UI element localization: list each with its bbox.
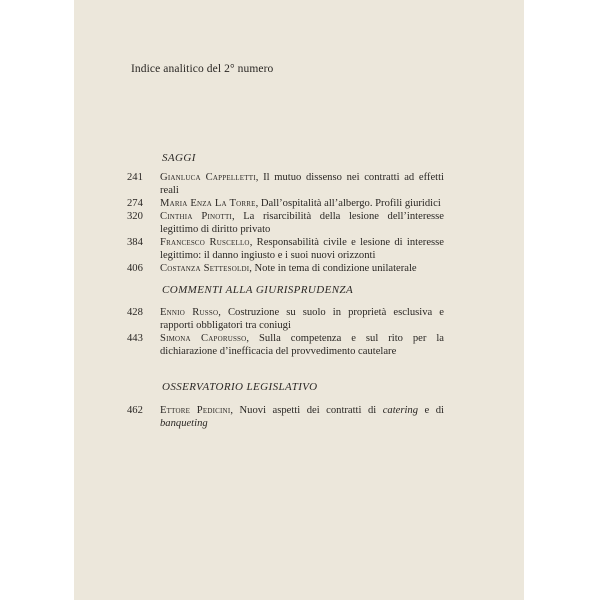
list-item: 241 Gianluca Cappelletti, Il mutuo dissenso nei contratti ad effetti reali	[127, 172, 444, 196]
page-number: 443	[127, 333, 143, 344]
entry-title: Sulla competenza e sul rito per la dichiarazione d’inefficacia del provvedimento cautelare	[160, 333, 445, 357]
page-number: 462	[127, 405, 143, 416]
page-number: 406	[127, 263, 143, 274]
list-item: 462 Ettore Pedicini, Nuovi aspetti dei contratti di catering e di banqueting	[127, 405, 444, 429]
author-name: Gianluca Cappelletti	[160, 172, 256, 183]
entry-title-italic: catering	[382, 405, 419, 416]
page-number: 274	[127, 198, 143, 209]
author-name: Simona Caporusso	[160, 333, 247, 344]
entry-title-italic: banqueting	[160, 418, 208, 429]
list-item: 320 Cinthia Pinotti, La risarcibilità della lesione dell’interesse legittimo di diritto privato	[127, 211, 444, 235]
list-item: 443 Simona Caporusso, Sulla competenza e sul rito per la dichiarazione d’inefficacia del provvedimento cautelare	[127, 333, 445, 357]
author-name: Cinthia Pinotti	[160, 211, 232, 222]
list-item: 274 Maria Enza La Torre, Dall’ospitalità all’albergo. Profili giuridici	[127, 198, 441, 209]
entry-title: Il mutuo dissenso nei contratti ad effetti reali	[160, 172, 444, 196]
list-item: 384 Francesco Ruscello, Responsabilità civile e lesione di interesse legittimo: il danno ingiusto e i suoi nuovi orizzonti	[127, 237, 444, 261]
entry-title: La risarcibilità della lesione dell’interesse legittimo di diritto privato	[160, 211, 444, 235]
list-item: 428 Ennio Russo, Costruzione su suolo in proprietà esclusiva e rapporti obbligatori tra coniugi	[127, 307, 445, 331]
saggi-list	[74, 171, 524, 275]
entry-title-part: Nuovi aspetti dei contratti di	[239, 405, 383, 416]
osservatorio-list	[74, 404, 524, 430]
page-number: 241	[127, 172, 143, 183]
page-number: 384	[127, 237, 143, 248]
entry-title: Costruzione su suolo in proprietà esclusiva e rapporti obbligatori tra coniugi	[160, 307, 445, 331]
entry-title-part: e di	[418, 405, 444, 416]
index-header: Indice analitico del 2° numero	[131, 63, 274, 75]
book-page	[74, 0, 524, 600]
section-title-commenti: COMMENTI ALLA GIURISPRUDENZA	[162, 284, 354, 296]
page-number: 320	[127, 211, 143, 222]
author-name: Costanza Settesoldi	[160, 263, 250, 274]
author-name: Francesco Ruscello	[160, 237, 250, 248]
commenti-list	[74, 306, 524, 358]
author-name: Ettore Pedicini	[160, 405, 231, 416]
page-number: 428	[127, 307, 143, 318]
entry-title: Dall’ospitalità all’albergo. Profili giuridici	[260, 198, 441, 209]
entry-title: Responsabilità civile e lesione di interesse legittimo: il danno ingiusto e i suoi nuovi orizzonti	[160, 237, 444, 261]
list-item: 406 Costanza Settesoldi, Note in tema di condizione unilaterale	[127, 263, 417, 274]
section-title-saggi: SAGGI	[162, 152, 196, 164]
section-title-osservatorio: OSSERVATORIO LEGISLATIVO	[162, 381, 318, 393]
author-name: Ennio Russo	[160, 307, 219, 318]
author-name: Maria Enza La Torre	[160, 198, 256, 209]
entry-title: Note in tema di condizione unilaterale	[254, 263, 417, 274]
